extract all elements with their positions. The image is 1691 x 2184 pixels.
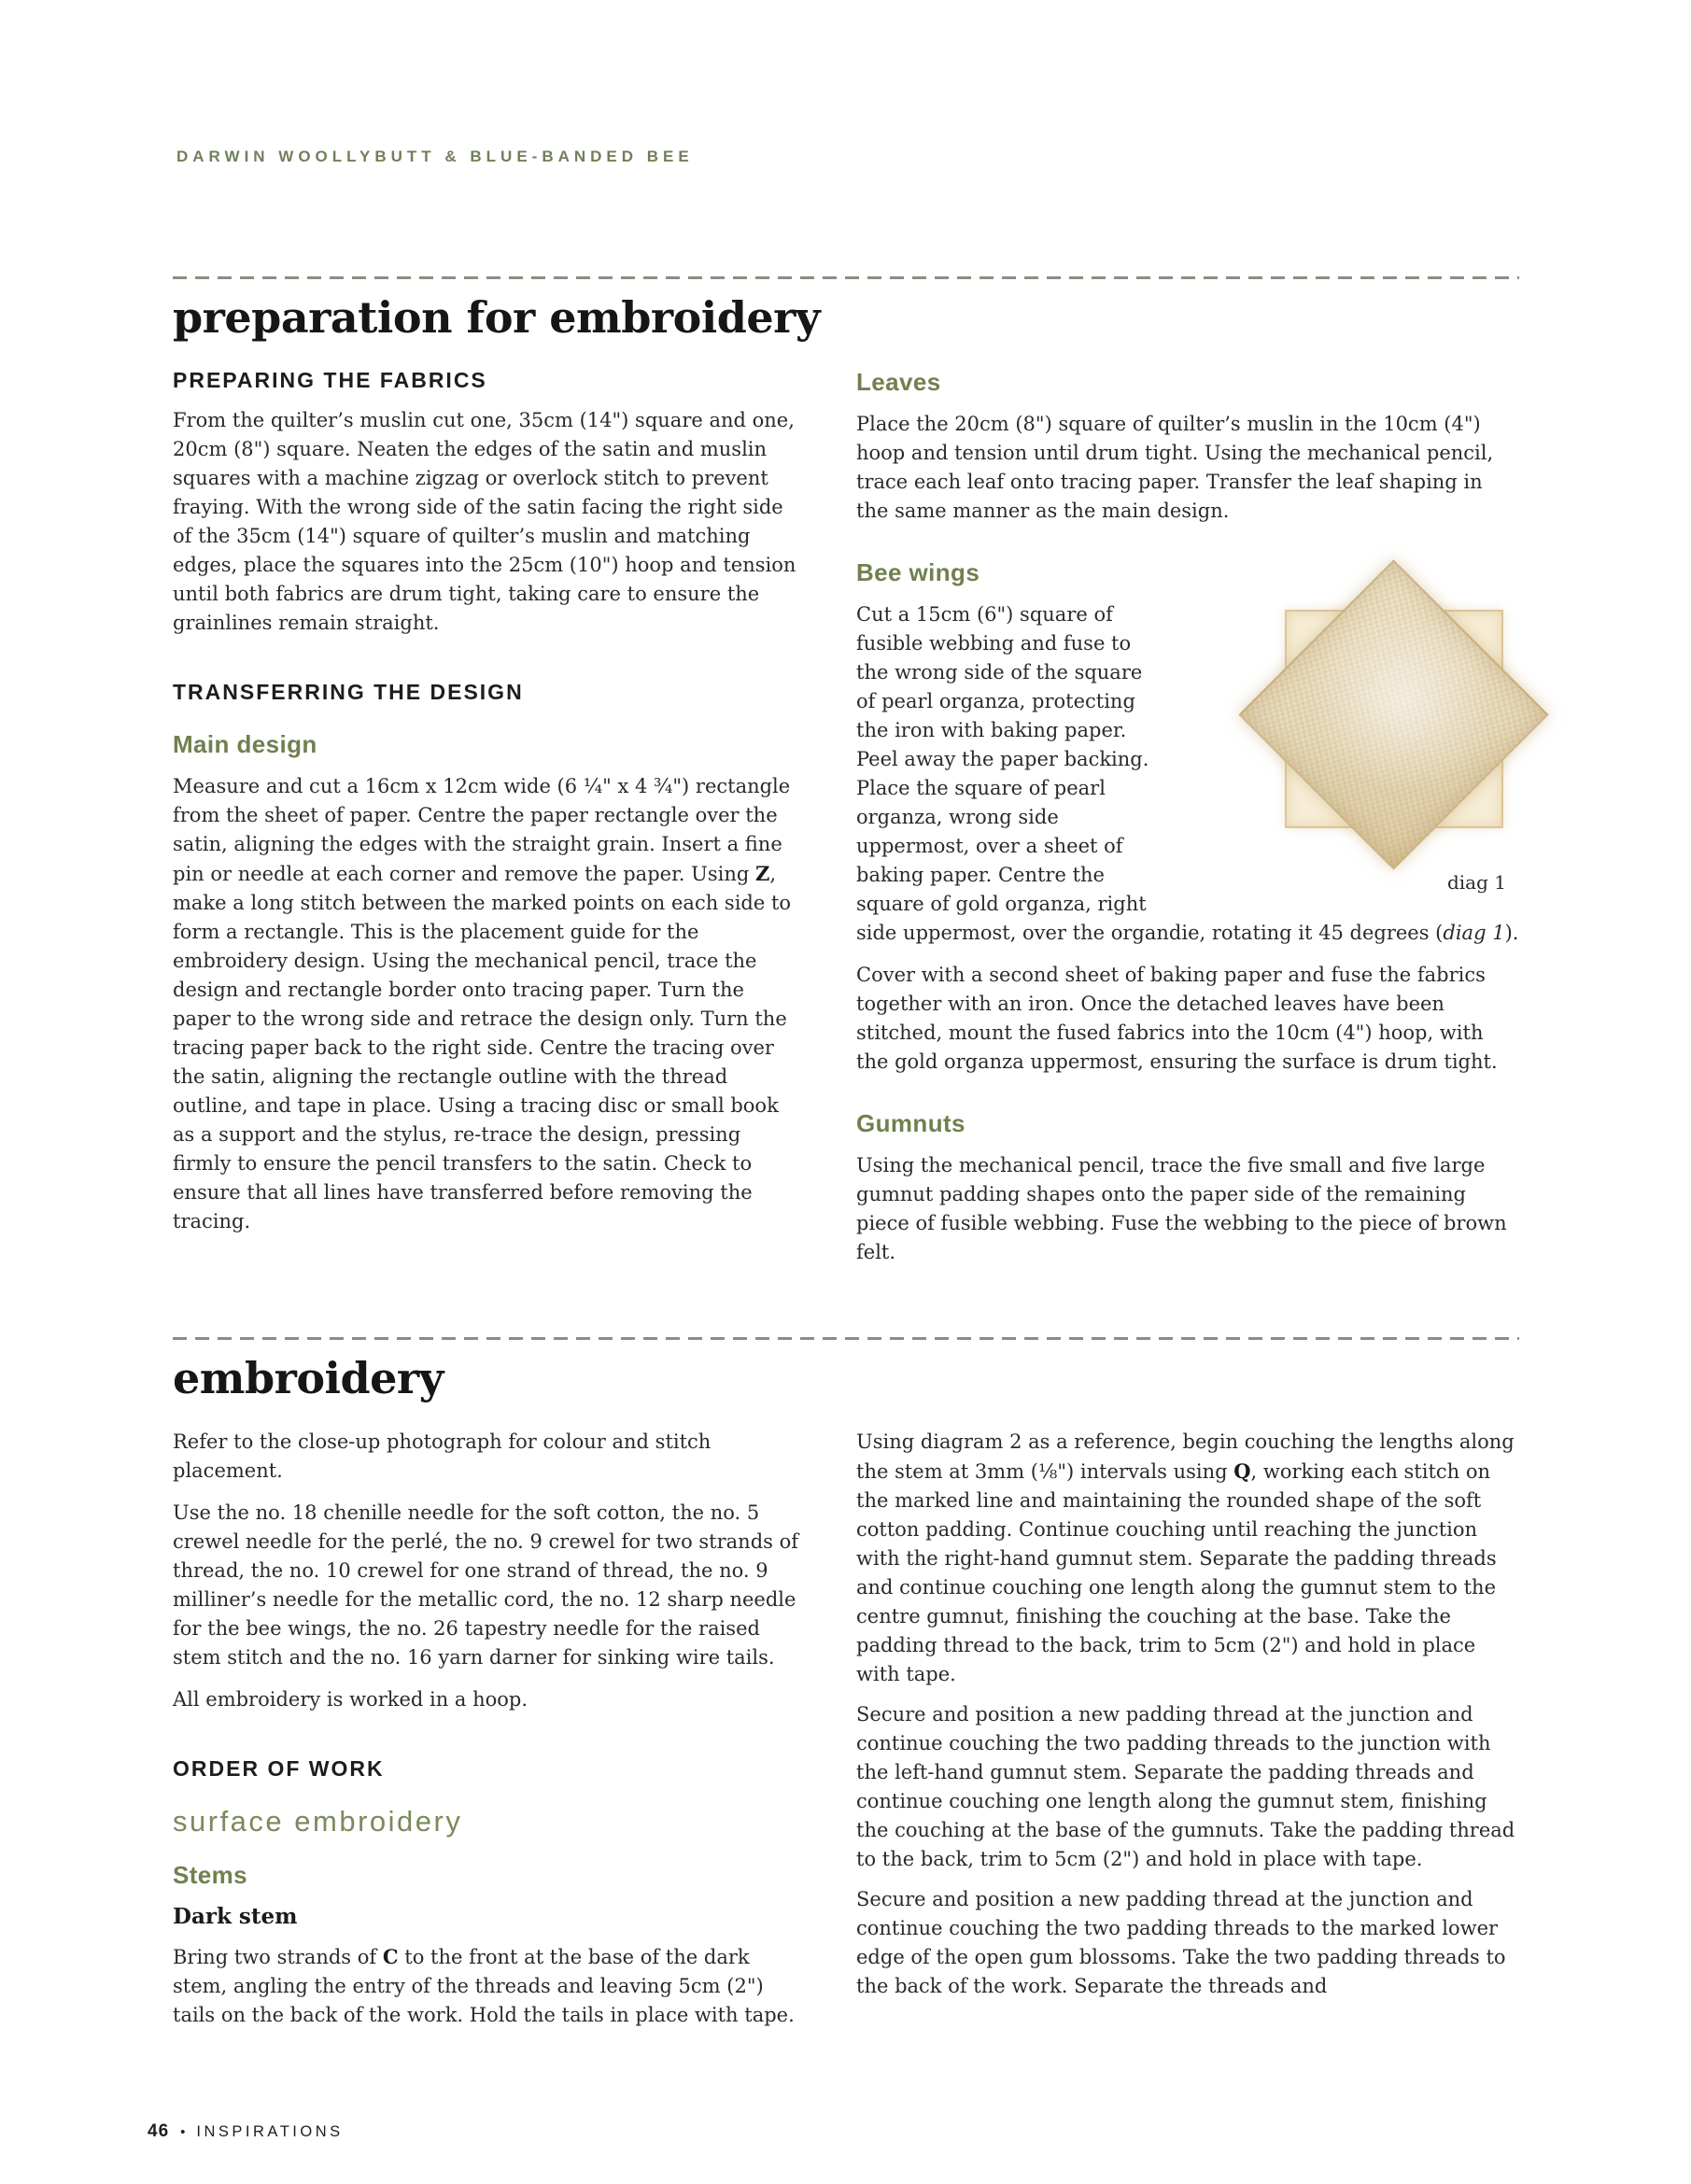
embroidery-columns	[173, 1428, 1519, 2030]
heading-transferring-design: TRANSFERRING THE DESIGN	[173, 680, 524, 704]
heading-bee-wings: Bee wings	[856, 558, 980, 586]
page-number: 46	[148, 2121, 170, 2141]
preparation-left-column	[173, 367, 798, 1236]
page-footer	[148, 2121, 344, 2142]
footer-separator-dot: •	[180, 2123, 186, 2140]
heading-order-of-work: ORDER OF WORK	[173, 1756, 385, 1781]
para-cover-fuse: Cover with a second sheet of baking paper and fuse the fabrics together with an iron. Once the detached leaves have been stitched, mount the fused fabrics into the 10cm (4") hoop, with the gold organza uppermost, ensuring the surface is drum tight.	[856, 964, 1498, 1073]
dashed-divider	[173, 276, 1519, 279]
heading-preparing-fabrics: PREPARING THE FABRICS	[173, 368, 487, 392]
section-preparation	[173, 276, 1519, 1267]
heading-gumnuts: Gumnuts	[856, 1109, 965, 1137]
para-dark-stem: Bring two strands of C to the front at the base of the dark stem, angling the entry of the threads and leaving 5cm (2") tails on the back of the work. Hold the tails in place with tape.	[173, 1945, 795, 2026]
para-preparing-fabrics: From the quilter’s muslin cut one, 35cm (14") square and one, 20cm (8") square. Neaten the edges of the satin and muslin squares with a machine zigzag or overlock stitch to prevent fraying. With the wrong side of the satin facing the right side of the 35cm (14") square of quilter’s muslin and matching edges, place the squares into the 25cm (10") hoop and tension until both fabrics are drum tight, taking care to ensure the grainlines remain straight.	[173, 409, 796, 634]
heading-main-design: Main design	[173, 730, 317, 758]
para-refer: Refer to the close-up photograph for colour and stitch placement.	[173, 1430, 712, 1482]
bee-wings-block	[856, 600, 1519, 1077]
para-needles: Use the no. 18 chenille needle for the soft cotton, the no. 5 crewel needle for the perlé, the no. 9 crewel for two strands of thread, the no. 10 crewel for one strand of thread, the no. 9 milliner’s needle for the metallic cord, the no. 12 sharp needle for the bee wings, the no. 26 tapestry needle for the raised stem stitch and the no. 16 yarn darner for sinking wire tails.	[173, 1501, 799, 1669]
heading-stems: Stems	[173, 1861, 248, 1889]
heading-dark-stem: Dark stem	[173, 1904, 298, 1929]
section-title-embroidery: embroidery	[173, 1353, 444, 1403]
heading-surface-embroidery: surface embroidery	[173, 1805, 463, 1838]
diagram-diag1	[1172, 563, 1545, 913]
para-couching-3: Secure and position a new padding thread at the junction and continue couching the two padding threads to the marked lower edge of the open gum blossoms. Take the two padding threads to the back of the work. Separate the threads and	[856, 1888, 1506, 1997]
para-bee-wings: Cut a 15cm (6") square of fusible webbing and fuse to the wrong side of the square of pearl organza, protecting the iron with baking paper. Peel away the paper backing. Place the square of pearl organza, wrong side uppermost, over a sheet of baking paper. Centre the square of gold organza, right side uppermost, over the organdie, rotating it 45 degrees (diag 1).	[856, 603, 1519, 944]
dashed-divider	[173, 1337, 1519, 1340]
preparation-right-column	[856, 367, 1519, 1267]
magazine-name: INSPIRATIONS	[196, 2122, 344, 2140]
embroidery-right-column	[856, 1428, 1519, 2001]
para-hoop: All embroidery is worked in a hoop.	[173, 1688, 528, 1711]
preparation-columns	[173, 367, 1519, 1267]
para-leaves: Place the 20cm (8") square of quilter’s muslin in the 10cm (4") hoop and tension until drum tight. Using the mechanical pencil, trace each leaf onto tracing paper. Transfer the leaf shaping in the same manner as the main design.	[856, 413, 1494, 522]
para-gumnuts: Using the mechanical pencil, trace the five small and five large gumnut padding shapes onto the paper side of the remaining piece of fusible webbing. Fuse the webbing to the piece of brown felt.	[856, 1154, 1507, 1263]
diagram-caption: diag 1	[1446, 871, 1506, 894]
embroidery-left-column	[173, 1428, 798, 2030]
para-couching-1: Using diagram 2 as a reference, begin couching the lengths along the stem at 3mm (⅛") intervals using Q, working each stitch on the marked line and maintaining the rounded shape of the soft cotton padding. Continue couching until reaching the junction with the right-hand gumnut stem. Separate the padding threads and continue couching one length along the gumnut stem to the centre gumnut, finishing the couching at the base. Take the padding thread to the back, trim to 5cm (2") and hold in place with tape.	[856, 1430, 1515, 1685]
page-header: DARWIN WOOLLYBUTT & BLUE-BANDED BEE	[176, 148, 694, 165]
section-title-preparation: preparation for embroidery	[173, 292, 821, 343]
para-main-design: Measure and cut a 16cm x 12cm wide (6 ¼" x 4 ¾") rectangle from the sheet of paper. Centre the paper rectangle over the satin, aligning the edges with the straight grain. Insert a fine pin or needle at each corner and remove the paper. Using Z, make a long stitch between the marked points on each side to form a rectangle. This is the placement guide for the embroidery design. Using the mechanical pencil, trace the design and rectangle border onto tracing paper. Turn the paper to the wrong side and retrace the design only. Turn the tracing paper back to the right side. Centre the tracing over the satin, aligning the rectangle outline with the thread outline, and tape in place. Using a tracing disc or small book as a support and the stylus, re-trace the design, pressing firmly to ensure the pencil transfers to the satin. Check to ensure that all lines have transferred before removing the tracing.	[173, 775, 792, 1233]
section-embroidery	[173, 1337, 1519, 2030]
para-couching-2: Secure and position a new padding thread at the junction and continue couching the two padding threads to the junction with the left-hand gumnut stem. Separate the padding threads and continue couching one length along the gumnut stem, finishing the couching at the base of the gumnuts. Take the padding thread to the back, trim to 5cm (2") and hold in place with tape.	[856, 1703, 1515, 1870]
heading-leaves: Leaves	[856, 368, 941, 396]
